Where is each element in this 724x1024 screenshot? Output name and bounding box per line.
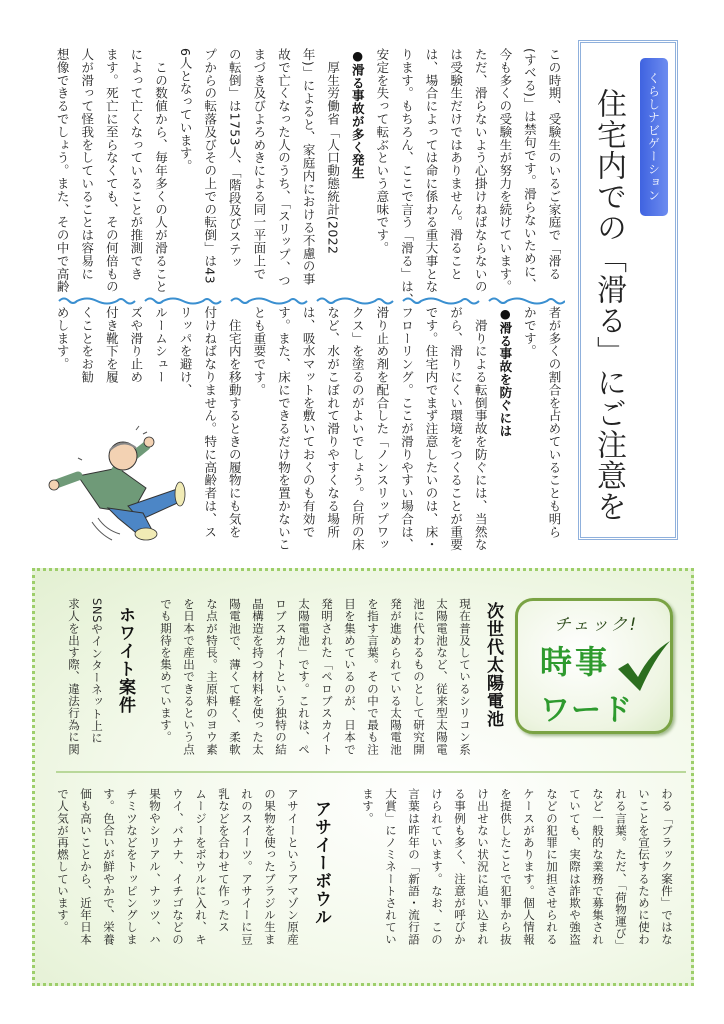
text-line: す。また、床にできるだけ物を置かないこ xyxy=(276,306,292,552)
text-line: 6人となっています。 xyxy=(178,48,194,173)
falling-man-illustration xyxy=(48,418,188,543)
text-line: 付けねばなりません。特に高齢者は、ス xyxy=(202,306,218,539)
text-line: 目を集めているのが、日本で xyxy=(343,598,357,756)
text-line: け出せない状況に追い込まれ xyxy=(476,788,490,946)
text-line: は、吸水マットを敷いておくのも有効で xyxy=(301,306,317,539)
text-line: 池に代わるものとして研究開 xyxy=(412,598,426,756)
term-text-white-b xyxy=(356,788,678,956)
text-line: す。色合いが鮮やかで、栄養 xyxy=(102,788,116,946)
text-line: リッパを避け、 xyxy=(178,306,194,397)
text-line: を日本で産出できるという点 xyxy=(182,598,196,756)
text-line: な点が特長。主原料のヨウ素 xyxy=(205,598,219,756)
text-line: けられています。なお、この xyxy=(430,788,444,946)
badge-title-line2: ワード xyxy=(540,693,633,728)
text-line: 果物やシリアル、ナッツ、ハ xyxy=(148,788,162,946)
wave-ornament xyxy=(489,299,565,304)
text-line: です。住宅内でまず注意したいのは、床・ xyxy=(424,306,440,552)
text-line: 発が進められている太陽電池 xyxy=(389,598,403,756)
text-line: 滑りによる転倒事故を防ぐには、当然な xyxy=(473,306,489,552)
term-text-white-a xyxy=(62,598,108,766)
text-line: 年)」によると、家庭内における不慮の事 xyxy=(301,48,317,286)
term-title-solar: 次世代太陽電池 xyxy=(483,602,503,728)
text-line: などの犯罪に加担させられる xyxy=(545,788,559,946)
text-line: によって亡くなっていることが推測でき xyxy=(128,48,144,281)
text-line: 人が滑って怪我をしていることは容易に xyxy=(79,48,95,281)
text-line: わる「ブラック案件」ではな xyxy=(660,788,674,946)
section-tag: くらしナビゲーション xyxy=(640,58,668,216)
text-line: ムージーをボウルに入れ、キ xyxy=(194,788,208,946)
text-line: 発明された「ペロブスカイト xyxy=(320,598,334,756)
text-line: れる言葉。ただ、「荷物運び」 xyxy=(614,788,628,952)
text-line: 今も多くの受験生が努力を続けています。 xyxy=(497,48,513,294)
text-line: とも重要です。 xyxy=(251,306,267,397)
text-line: の果物を使ったブラジル生ま xyxy=(263,788,277,946)
text-line: 付き靴下を履 xyxy=(104,306,120,384)
badge-check-label: チェック! xyxy=(553,615,639,635)
text-line: くことをお勧 xyxy=(79,306,95,384)
text-line: 者が多くの割合を占めていることも明ら xyxy=(547,306,562,539)
text-line: ます。 xyxy=(361,788,375,825)
text-line: でも期待を集めています。 xyxy=(159,598,173,744)
text-line: アサイーというアマゾン原産 xyxy=(286,788,300,946)
text-line: は受験生だけではありません。滑ること xyxy=(448,48,464,281)
text-line: ります。もちろん、ここで言う「滑る」は、 xyxy=(399,48,415,306)
text-line: 厚生労働省「人口動態統計(2022 xyxy=(325,48,341,255)
wave-ornament xyxy=(145,299,221,304)
text-line: ケースがあります。個人情報 xyxy=(522,788,536,946)
text-line: ロブスカイトという独特の結 xyxy=(274,598,288,756)
text-line: ただ、滑らないよう心掛けねばならないの xyxy=(473,48,489,294)
text-line: 想像できるでしょう。また、その中で高齢 xyxy=(55,48,71,294)
text-line: がら、滑りにくい環境をつくることが重要 xyxy=(448,306,464,552)
text-line: 言葉は昨年の「新語・流行語 xyxy=(407,788,421,946)
term-title-white: ホワイト案件 xyxy=(115,606,135,714)
wave-divider xyxy=(55,296,565,306)
text-line: プからの転落及びその上での転倒」は43 xyxy=(202,48,218,285)
text-line: いことを宣伝するために使わ xyxy=(637,788,651,946)
text-line: の転倒」は1753人、「階段及びステッ xyxy=(227,48,243,269)
wave-ornament xyxy=(59,299,135,304)
page-title: 住宅内での「滑る」にご注意を xyxy=(591,88,626,522)
text-line: この時期、受験生のいるご家庭で「滑る xyxy=(547,48,562,281)
text-line: かです。 xyxy=(522,306,538,358)
text-line: SNSやインターネット上に xyxy=(90,598,104,745)
text-line: 陽電池で、薄くて軽く、柔軟 xyxy=(228,598,242,756)
text-line: 乳などを合わせて作ったス xyxy=(217,788,231,934)
text-line: れのスイーツ。アサイーに豆 xyxy=(240,788,254,946)
text-line: で人気が再燃しています。 xyxy=(56,788,70,934)
text-line: 現在普及しているシリコン系 xyxy=(458,598,472,756)
text-line: チミツなどをトッピングしま xyxy=(125,788,139,946)
wave-ornament xyxy=(403,299,479,304)
text-line: まづき及びよろめきによる同一平面上で xyxy=(251,48,267,281)
badge-title-line1: 時事 xyxy=(540,643,611,681)
text-line: 価も高いことから、近年日本 xyxy=(79,788,93,946)
text-line: る事例も多く、注意が呼びか xyxy=(453,788,467,946)
text-line: ていても、実際は詐欺や強盗 xyxy=(568,788,582,946)
text-line: ルームシュー xyxy=(153,306,169,384)
text-line: など一般的な業務で募集され xyxy=(591,788,605,946)
text-line: 故で亡くなった人のうち、「スリップ、つ xyxy=(276,48,292,287)
text-line: を提供したことで犯罪から抜 xyxy=(499,788,513,946)
text-line: 太陽電池など、従来型太陽電 xyxy=(435,598,449,756)
panel-divider xyxy=(56,771,686,773)
text-line: ズや滑り止め xyxy=(128,306,144,384)
text-line: ウイ、バナナ、イチゴなどの xyxy=(171,788,185,946)
text-line: 住宅内を移動するときの履物にも気を xyxy=(227,306,243,539)
text-line: フローリング。ここが滑りやすい場合は、 xyxy=(399,306,415,552)
text-line: (すべる)」は禁句です。滑らないために、 xyxy=(522,48,538,291)
text-line: 晶構造を持つ材料を使った太 xyxy=(251,598,265,756)
article-top-text xyxy=(50,48,566,306)
checkmark-icon xyxy=(614,639,672,695)
term-text-solar xyxy=(154,598,476,766)
text-line: 滑り止め剤を配合した「ノンスリップワッ xyxy=(374,306,390,552)
text-line: など、水がこぼれて滑りやすくなる場所 xyxy=(325,306,341,539)
section-heading: ●滑る事故を防ぐには xyxy=(497,306,513,438)
text-line: は、場合によっては命に係わる重大事とな xyxy=(424,48,440,294)
term-text-acai xyxy=(51,788,304,956)
text-line: めします。 xyxy=(55,306,71,371)
check-word-badge xyxy=(515,598,673,734)
wave-ornament xyxy=(231,299,307,304)
text-line: クス」を塗るのがよいでしょう。台所の床 xyxy=(350,306,366,552)
wave-ornament xyxy=(317,299,393,304)
text-line: 大賞」にノミネートされてい xyxy=(384,788,398,946)
text-line: ます。死亡に至らなくても、その何倍もの xyxy=(104,48,120,294)
text-line: を指す言葉。その中で最も注 xyxy=(366,598,380,756)
text-line: 求人を出す際、違法行為に関 xyxy=(67,598,81,756)
section-heading: ●滑る事故が多く発生 xyxy=(350,48,366,180)
text-line: 太陽電池」です。これは、ペ xyxy=(297,598,311,756)
term-title-acai: アサイーボウル xyxy=(311,800,331,926)
text-line: 安定を失って転ぶという意味です。 xyxy=(374,48,390,255)
text-line: この数値から、毎年多くの人が滑ること xyxy=(153,48,169,294)
